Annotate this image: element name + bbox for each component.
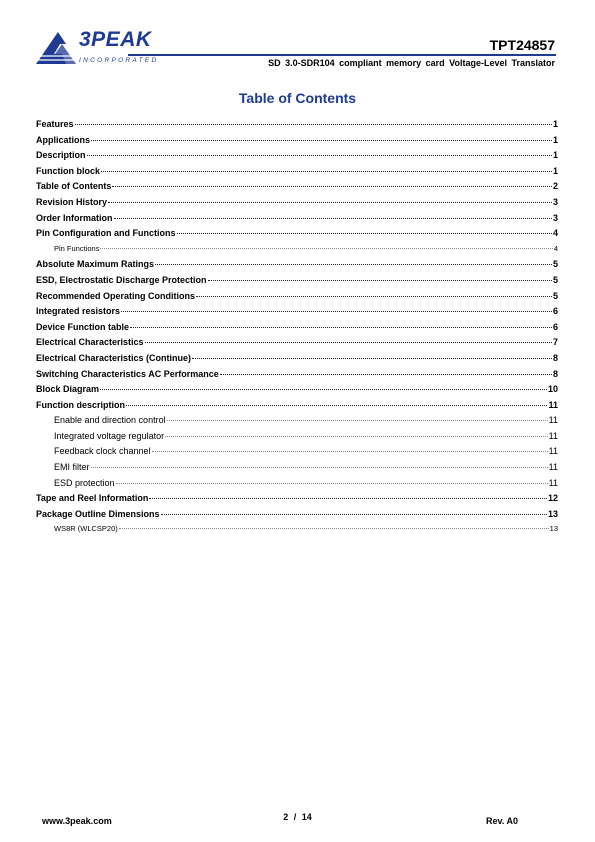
footer-revision: Rev. A0: [486, 816, 519, 826]
toc-entry-page: 11: [548, 446, 558, 457]
toc-entry[interactable]: [36, 150, 558, 166]
toc-entry[interactable]: [36, 415, 558, 431]
toc-entry-page: 7: [552, 337, 558, 348]
toc-entry[interactable]: [36, 228, 558, 244]
toc-leader-dots: [192, 358, 552, 359]
toc-entry[interactable]: [36, 291, 558, 307]
toc-entry[interactable]: [36, 524, 558, 540]
toc-leader-dots: [100, 248, 552, 249]
toc-entry-page: 11: [548, 399, 558, 410]
toc-entry-page: 8: [552, 352, 558, 363]
logo-name: 3PEAK: [79, 28, 152, 51]
toc-leader-dots: [100, 389, 547, 390]
toc-leader-dots: [177, 233, 552, 234]
toc-entry[interactable]: [36, 478, 558, 494]
toc-entry-label: Absolute Maximum Ratings: [36, 259, 155, 270]
document-subtitle: SD 3.0-SDR104 compliant memory card Voltage-Level Translator: [268, 58, 555, 68]
toc-entry[interactable]: [36, 244, 558, 260]
toc-leader-dots: [145, 342, 552, 343]
toc-entry[interactable]: [36, 213, 558, 229]
toc-entry[interactable]: [36, 462, 558, 478]
toc-entry-page: 1: [552, 119, 558, 129]
toc-entry[interactable]: [36, 259, 558, 275]
header-rule: [128, 54, 556, 56]
table-of-contents: [36, 119, 558, 540]
toc-leader-dots: [114, 218, 552, 219]
toc-entry-label: Features: [36, 119, 74, 129]
toc-entry[interactable]: [36, 509, 558, 525]
toc-entry[interactable]: [36, 369, 558, 385]
toc-entry-label: Switching Characteristics AC Performance: [36, 368, 219, 379]
toc-entry-label: Enable and direction control: [54, 415, 166, 426]
toc-entry-label: EMI filter: [54, 462, 90, 473]
toc-leader-dots: [161, 514, 547, 515]
toc-entry-label: Table of Contents: [36, 181, 112, 192]
footer-page-indicator: 2 / 14: [283, 812, 312, 822]
toc-entry-page: 13: [547, 508, 558, 519]
toc-entry-label: Revision History: [36, 196, 108, 207]
toc-leader-dots: [155, 264, 552, 265]
toc-entry-page: 5: [552, 290, 558, 301]
toc-leader-dots: [149, 498, 547, 499]
toc-entry[interactable]: [36, 353, 558, 369]
toc-entry-label: Pin Functions: [54, 243, 100, 253]
toc-entry-label: Pin Configuration and Functions: [36, 228, 176, 239]
toc-leader-dots: [75, 124, 552, 125]
page-header: [0, 0, 595, 75]
toc-entry-label: Applications: [36, 134, 91, 145]
toc-entry-label: Electrical Characteristics: [36, 337, 144, 348]
toc-entry[interactable]: [36, 135, 558, 151]
toc-leader-dots: [126, 405, 547, 406]
toc-entry[interactable]: [36, 306, 558, 322]
toc-entry-label: Integrated resistors: [36, 306, 121, 317]
toc-entry-label: Electrical Characteristics (Continue): [36, 352, 192, 363]
toc-leader-dots: [165, 436, 548, 437]
toc-entry-label: Integrated voltage regulator: [54, 430, 165, 441]
toc-entry[interactable]: [36, 493, 558, 509]
toc-leader-dots: [130, 327, 552, 328]
company-logo: [36, 30, 166, 68]
toc-entry[interactable]: [36, 197, 558, 213]
toc-entry-label: Tape and Reel Information: [36, 493, 149, 504]
toc-entry-label: Package Outline Dimensions: [36, 508, 160, 519]
toc-entry-page: 8: [552, 368, 558, 379]
toc-entry-page: 4: [553, 243, 558, 253]
toc-entry[interactable]: [36, 275, 558, 291]
toc-entry-page: 6: [552, 306, 558, 317]
toc-entry[interactable]: [36, 322, 558, 338]
toc-leader-dots: [119, 528, 549, 529]
toc-entry-page: 5: [552, 259, 558, 270]
toc-entry-label: Feedback clock channel: [54, 446, 151, 457]
toc-entry-page: 1: [552, 165, 558, 176]
toc-title: Table of Contents: [238, 90, 357, 106]
toc-entry-page: 11: [548, 415, 558, 426]
toc-leader-dots: [101, 171, 552, 172]
toc-entry-label: Function block: [36, 165, 100, 176]
toc-entry-label: Function description: [36, 399, 125, 410]
toc-entry-page: 12: [547, 493, 558, 504]
toc-leader-dots: [152, 451, 548, 452]
toc-entry[interactable]: [36, 400, 558, 416]
footer-website[interactable]: www.3peak.com: [42, 816, 112, 826]
toc-entry-page: 5: [552, 274, 558, 285]
toc-leader-dots: [167, 420, 548, 421]
toc-entry-page: 11: [548, 477, 558, 488]
toc-entry-page: 3: [552, 212, 558, 223]
toc-leader-dots: [108, 202, 552, 203]
toc-entry-page: 3: [552, 196, 558, 207]
toc-entry-label: Description: [36, 150, 86, 161]
toc-entry-label: Device Function table: [36, 321, 130, 332]
toc-leader-dots: [121, 311, 552, 312]
toc-entry-page: 11: [548, 430, 558, 441]
toc-entry-label: WS8R (WLCSP20): [54, 524, 118, 534]
toc-entry-page: 6: [552, 321, 558, 332]
toc-entry-page: 1: [552, 150, 558, 161]
toc-leader-dots: [112, 186, 552, 187]
toc-entry[interactable]: [36, 446, 558, 462]
toc-leader-dots: [91, 467, 548, 468]
peak-logo-icon: [36, 30, 80, 66]
toc-entry-page: 4: [552, 228, 558, 239]
toc-leader-dots: [220, 374, 552, 375]
toc-leader-dots: [116, 483, 548, 484]
toc-entry-page: 2: [552, 181, 558, 192]
toc-entry-label: Block Diagram: [36, 384, 100, 395]
toc-entry-label: Recommended Operating Conditions: [36, 290, 196, 301]
logo-subtitle: INCORPORATED: [79, 57, 159, 64]
toc-entry-label: ESD protection: [54, 477, 115, 488]
toc-leader-dots: [87, 155, 552, 156]
toc-entry[interactable]: [36, 119, 558, 135]
toc-entry-page: 10: [547, 384, 558, 395]
toc-entry-page: 13: [549, 524, 558, 534]
toc-entry-page: 11: [548, 462, 558, 473]
toc-entry-label: ESD, Electrostatic Discharge Protection: [36, 274, 207, 285]
toc-entry-label: Order Information: [36, 212, 113, 223]
part-number: TPT24857: [489, 37, 555, 53]
toc-entry[interactable]: [36, 337, 558, 353]
toc-entry[interactable]: [36, 166, 558, 182]
toc-entry[interactable]: [36, 431, 558, 447]
toc-entry[interactable]: [36, 384, 558, 400]
toc-leader-dots: [208, 280, 552, 281]
toc-entry-page: 1: [552, 134, 558, 145]
toc-leader-dots: [196, 296, 552, 297]
toc-entry[interactable]: [36, 181, 558, 197]
toc-leader-dots: [91, 140, 552, 141]
